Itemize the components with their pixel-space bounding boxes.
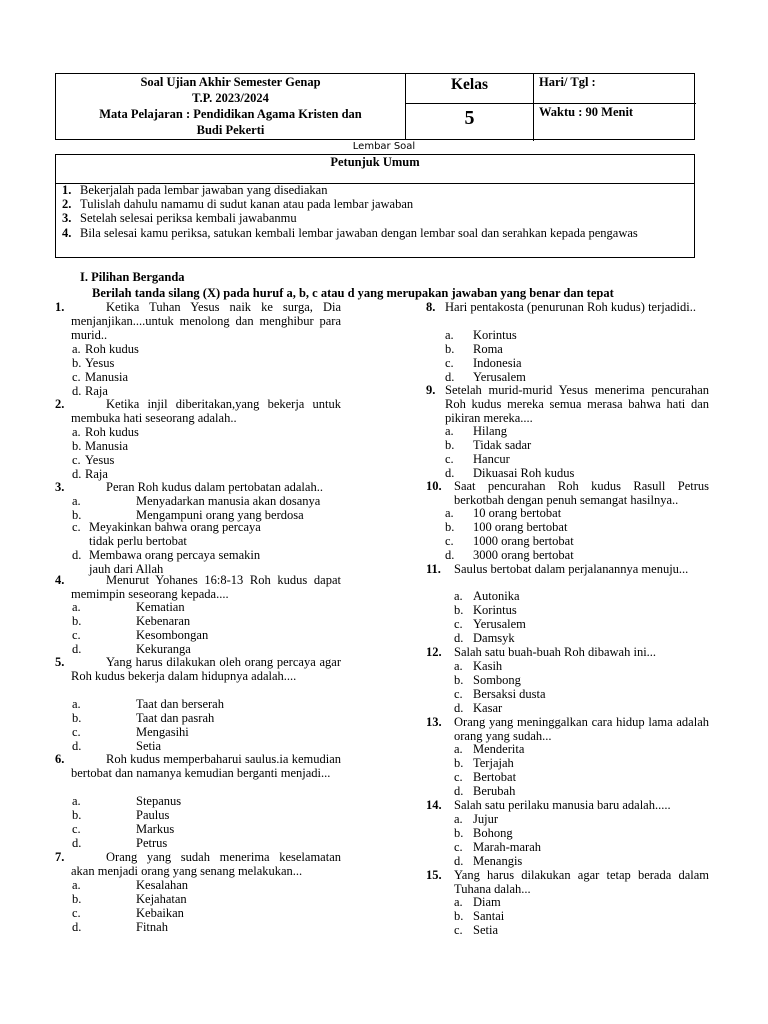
instruction-text: Setelah selesai periksa kembali jawabanmu [80, 211, 297, 225]
option-letter: c. [72, 628, 81, 642]
question-2 [55, 397, 341, 425]
option-text: Tidak sadar [473, 438, 532, 452]
option-letter: b. [445, 342, 455, 356]
option-letter: b. [72, 711, 82, 725]
option-letter: c. [454, 770, 463, 784]
general-instructions-box [55, 154, 695, 258]
question-text: Yang harus dilakukan oleh orang percaya agar Roh kudus bekerja dalam hidupnya adalah.... [71, 655, 341, 683]
option [72, 520, 272, 548]
option-text: Setia [473, 923, 498, 937]
option-text: 1000 orang bertobat [473, 534, 574, 548]
option-text: Kekuranga [136, 642, 191, 656]
instruction-number: 2. [62, 197, 72, 211]
option-text: Yesus [85, 453, 115, 467]
question-1 [55, 300, 341, 342]
option-text: Kejahatan [136, 892, 187, 906]
question-7 [55, 850, 341, 878]
option-letter: b. [454, 826, 464, 840]
option-letter: d. [72, 836, 82, 850]
option-text: Sombong [473, 673, 521, 687]
option-text: 3000 orang bertobat [473, 548, 574, 562]
kelas-value: 5 [406, 104, 534, 141]
option-letter: b. [454, 909, 464, 923]
option-text: Hilang [473, 424, 508, 438]
question-number: 11. [426, 562, 441, 576]
question-text: Peran Roh kudus dalam pertobatan adalah.. [106, 480, 323, 494]
question-14 [426, 798, 709, 812]
option-letter: b. [72, 892, 82, 906]
option-text: Manusia [85, 439, 129, 453]
option-text: Santai [473, 909, 505, 923]
exam-title: Soal Ujian Akhir Semester Genap [140, 75, 321, 89]
option-letter: b. [72, 508, 82, 522]
option-text: Diam [473, 895, 501, 909]
option-text: 10 orang bertobat [473, 506, 562, 520]
option-text: Menyadarkan manusia akan dosanya [136, 494, 321, 508]
option-letter: a. [454, 659, 463, 673]
option-text: Bersaksi dusta [473, 687, 546, 701]
option-letter: d. [72, 920, 82, 934]
question-number: 10. [426, 479, 442, 493]
instruction-text: Bekerjalah pada lembar jawaban yang disediakan [80, 183, 328, 197]
question-4 [55, 573, 341, 601]
exam-header-table [55, 73, 695, 140]
question-number: 3. [55, 480, 65, 494]
option-text: Yerusalem [473, 617, 526, 631]
option-letter: d. [454, 784, 464, 798]
option-letter: b. [454, 673, 464, 687]
option-text: Menangis [473, 854, 523, 868]
question-number: 9. [426, 383, 436, 397]
option-text: Roma [473, 342, 503, 356]
question-9 [426, 383, 709, 425]
option-letter: c. [454, 923, 463, 937]
option-letter: d. [454, 854, 464, 868]
question-text: Orang yang meninggalkan cara hidup lama adalah orang yang sudah... [454, 715, 709, 743]
option-letter: b. [72, 808, 82, 822]
option-text: Bertobat [473, 770, 517, 784]
date-label: Hari/ Tgl : [534, 74, 696, 104]
option-letter: c. [72, 822, 81, 836]
question-number: 4. [55, 573, 65, 587]
option-letter: d. [454, 701, 464, 715]
question-number: 6. [55, 752, 65, 766]
option-text: Raja [85, 467, 108, 481]
option-text: Roh kudus [85, 342, 139, 356]
question-3 [55, 480, 341, 494]
section-title: I. Pilihan Berganda [80, 270, 185, 284]
instruction-number: 4. [62, 226, 72, 240]
option-text: Petrus [136, 836, 168, 850]
option-letter: b. [445, 520, 455, 534]
option-text: Fitnah [136, 920, 168, 934]
question-text: Saat pencurahan Roh kudus Rasull Petrus berkotbah dengan penuh semangat hasilnya.. [454, 479, 709, 507]
question-text: Roh kudus memperbaharui saulus.ia kemudian bertobat dan namanya kemudian berganti menjadi... [71, 752, 341, 780]
option-text: Kesombongan [136, 628, 209, 642]
instruction-number: 1. [62, 183, 72, 197]
option-text: Indonesia [473, 356, 522, 370]
question-text: Menurut Yohanes 16:8-13 Roh kudus dapat memimpin seseorang kepada.... [71, 573, 341, 601]
instruction-item [62, 226, 662, 240]
instruction-item [62, 197, 662, 211]
option-letter: c. [454, 840, 463, 854]
instruction-item [62, 211, 662, 225]
option-text: Berubah [473, 784, 516, 798]
option-text: Jujur [473, 812, 498, 826]
question-text: Orang yang sudah menerima keselamatan akan menjadi orang yang senang melakukan... [71, 850, 341, 878]
option-letter: a. [72, 697, 81, 711]
option-letter: c. [454, 687, 463, 701]
option-text: Korintus [473, 603, 517, 617]
subject-line-2: Budi Pekerti [196, 123, 265, 137]
question-text: Yang harus dilakukan agar tetap berada dalam Tuhana dalah... [454, 868, 709, 896]
question-6 [55, 752, 341, 780]
question-number: 2. [55, 397, 65, 411]
option-text: Yesus [85, 356, 115, 370]
option-letter: a. [72, 600, 81, 614]
option-letter: d. [72, 467, 82, 481]
option-text: Korintus [473, 328, 517, 342]
option-letter: b. [72, 614, 82, 628]
option-letter: a. [445, 424, 454, 438]
option-letter: c. [72, 906, 81, 920]
option-letter: b. [72, 356, 82, 370]
question-text: Ketika injil diberitakan,yang bekerja untuk membuka hati seseorang adalah.. [71, 397, 341, 425]
option-letter: a. [445, 506, 454, 520]
option-text: Taat dan pasrah [136, 711, 215, 725]
option-text: Membawa orang percaya semakin jauh dari Allah [89, 548, 261, 576]
option-letter: b. [72, 439, 82, 453]
option-text: Taat dan berserah [136, 697, 224, 711]
instruction-text: Tulislah dahulu namamu di sudut kanan atau pada lembar jawaban [80, 197, 414, 211]
question-number: 7. [55, 850, 65, 864]
option-text: Hancur [473, 452, 510, 466]
question-number: 14. [426, 798, 442, 812]
question-number: 12. [426, 645, 442, 659]
option-text: Mengampuni orang yang berdosa [136, 508, 304, 522]
duration-label: Waktu : 90 Menit [539, 105, 634, 119]
option-letter: b. [454, 756, 464, 770]
option-text: Terjajah [473, 756, 514, 770]
option-letter: a. [445, 328, 454, 342]
option-text: Kebaikan [136, 906, 184, 920]
question-number: 1. [55, 300, 65, 314]
option-letter: d. [445, 548, 455, 562]
question-text: Salah satu perilaku manusia baru adalah..... [454, 798, 671, 812]
exam-title-cell [56, 74, 406, 139]
question-11 [426, 562, 709, 576]
option-letter: d. [72, 739, 82, 753]
option-letter: c. [445, 534, 454, 548]
option-letter: a. [454, 742, 463, 756]
question-5 [55, 655, 341, 683]
question-12 [426, 645, 709, 659]
option-text: Meyakinkan bahwa orang percaya tidak perlu bertobat [89, 520, 261, 548]
option-text: Dikuasai Roh kudus [473, 466, 575, 480]
option-letter: a. [72, 794, 81, 808]
question-number: 13. [426, 715, 442, 729]
instruction-text: Bila selesai kamu periksa, satukan kembali lembar jawaban dengan lembar soal dan serahkan kepada pengawas [80, 226, 638, 240]
option-letter: b. [454, 603, 464, 617]
option-text: Setia [136, 739, 161, 753]
option-letter: d. [445, 466, 455, 480]
question-number: 15. [426, 868, 442, 882]
question-text: Ketika Tuhan Yesus naik ke surga, Dia menjanjikan....untuk menolong dan menghibur para murid.. [71, 300, 341, 342]
option-text: Menderita [473, 742, 525, 756]
option-letter: a. [454, 895, 463, 909]
option-letter: d. [72, 642, 82, 656]
option-text: Paulus [136, 808, 170, 822]
option-text: Raja [85, 384, 108, 398]
option-letter: a. [72, 494, 81, 508]
option-letter: c. [445, 452, 454, 466]
question-10 [426, 479, 709, 507]
option-text: Stepanus [136, 794, 182, 808]
question-text: Salah satu buah-buah Roh dibawah ini... [454, 645, 657, 659]
question-15 [426, 868, 709, 896]
option-text: Roh kudus [85, 425, 139, 439]
option-text: Damsyk [473, 631, 515, 645]
option-text: Kasar [473, 701, 503, 715]
option-letter: c. [72, 520, 81, 534]
option-text: Mengasihi [136, 725, 189, 739]
section-instruction: Berilah tanda silang (X) pada huruf a, b, c atau d yang merupakan jawaban yang benar dan tepat [92, 286, 614, 300]
option [72, 548, 272, 576]
option-text: Marah-marah [473, 840, 542, 854]
question-8 [426, 300, 709, 314]
option-text: Markus [136, 822, 175, 836]
option-letter: c. [72, 370, 81, 384]
option-letter: a. [72, 878, 81, 892]
option-letter: c. [72, 725, 81, 739]
option-text: Yerusalem [473, 370, 526, 384]
option-letter: c. [72, 453, 81, 467]
kelas-label: Kelas [406, 74, 534, 104]
question-13 [426, 715, 709, 743]
question-text: Saulus bertobat dalam perjalanannya menuju... [454, 562, 689, 576]
option-letter: d. [445, 370, 455, 384]
question-text: Setelah murid-murid Yesus menerima pencurahan Roh kudus mereka semua merasa bahwa hati dan pikiran mereka.... [445, 383, 709, 425]
question-text: Hari pentakosta (penurunan Roh kudus) terjadidi.. [445, 300, 696, 314]
option-letter: d. [454, 631, 464, 645]
sheet-label: Lembar Soal [352, 141, 416, 152]
option-text: 100 orang bertobat [473, 520, 568, 534]
subject-line-1: Mata Pelajaran : Pendidikan Agama Kristen dan [99, 107, 362, 121]
question-number: 8. [426, 300, 436, 314]
option-letter: c. [445, 356, 454, 370]
option-text: Autonika [473, 589, 520, 603]
option-letter: a. [454, 812, 463, 826]
general-instructions-title: Petunjuk Umum [56, 155, 694, 184]
option-letter: c. [454, 617, 463, 631]
option-letter: d. [72, 384, 82, 398]
option-letter: b. [445, 438, 455, 452]
instruction-item [62, 183, 662, 197]
option-text: Kasih [473, 659, 503, 673]
school-year: T.P. 2023/2024 [192, 91, 269, 105]
option-text: Kesalahan [136, 878, 189, 892]
option-text: Bohong [473, 826, 513, 840]
option-letter: d. [72, 548, 82, 562]
option-letter: a. [72, 425, 81, 439]
instruction-number: 3. [62, 211, 72, 225]
question-number: 5. [55, 655, 65, 669]
option-text: Kebenaran [136, 614, 191, 628]
option-text: Manusia [85, 370, 129, 384]
option-letter: a. [454, 589, 463, 603]
option-text: Kematian [136, 600, 185, 614]
option-letter: a. [72, 342, 81, 356]
